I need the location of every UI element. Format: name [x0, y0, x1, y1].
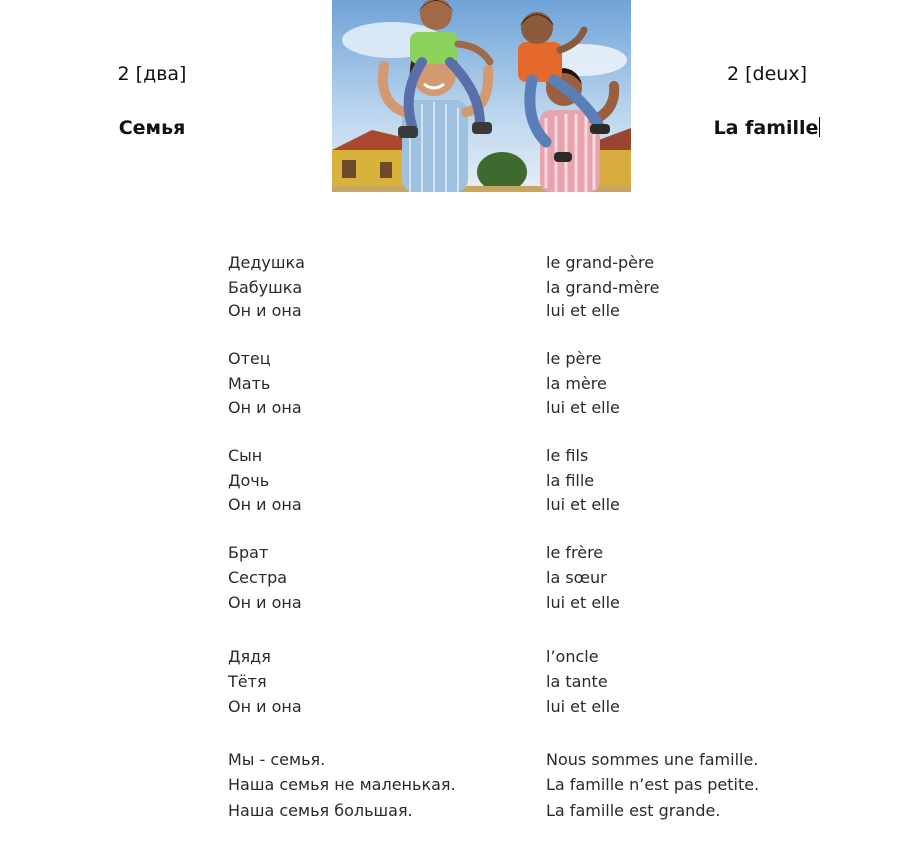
vocab-russian: Дедушка	[228, 253, 305, 272]
vocab-russian: Отец	[228, 349, 271, 368]
vocab-russian: Он и она	[228, 398, 302, 417]
vocab-russian: Дядя	[228, 647, 271, 666]
lesson-number-russian: 2 [два]	[117, 63, 187, 85]
vocab-russian: Наша семья большая.	[228, 801, 413, 820]
vocab-french: lui et elle	[546, 495, 620, 514]
boy-shoe	[590, 124, 610, 134]
house-window	[380, 162, 392, 178]
lesson-number-french: 2 [deux]	[727, 63, 807, 85]
vocab-russian: Он и она	[228, 301, 302, 320]
girl-shoe	[472, 122, 492, 134]
vocab-french: lui et elle	[546, 301, 620, 320]
header-russian	[96, 60, 208, 142]
lesson-title-russian: Семья	[118, 117, 186, 139]
vocab-russian: Сестра	[228, 568, 288, 587]
vocab-russian: Сын	[228, 446, 263, 465]
lesson-title-french-text: La famille	[713, 117, 819, 139]
vocab-russian: Наша семья не маленькая.	[228, 775, 456, 794]
boy-head	[521, 12, 553, 44]
vocab-russian: Дочь	[228, 471, 270, 490]
vocab-russian: Тётя	[228, 672, 267, 691]
vocab-french: la sœur	[546, 568, 607, 587]
vocab-french: lui et elle	[546, 593, 620, 612]
vocab-french: lui et elle	[546, 398, 620, 417]
vocab-french: le grand-père	[546, 253, 655, 272]
boy-shoe	[554, 152, 572, 162]
text-cursor	[819, 117, 820, 137]
vocab-french: le fils	[546, 446, 589, 465]
house-window	[342, 160, 356, 178]
vocab-french: la fille	[546, 471, 595, 490]
vocab-russian: Брат	[228, 543, 269, 562]
vocab-russian: Он и она	[228, 495, 302, 514]
vocab-french: l’oncle	[546, 647, 599, 666]
vocab-russian: Мы - семья.	[228, 750, 326, 769]
girl-shoe	[398, 126, 418, 138]
vocab-french: la mère	[546, 374, 607, 393]
lesson-title-french	[706, 114, 828, 142]
vocab-russian: Мать	[228, 374, 271, 393]
vocab-french: la tante	[546, 672, 608, 691]
vocab-russian: Он и она	[228, 697, 302, 716]
vocab-russian: Бабушка	[228, 278, 303, 297]
header-french	[706, 60, 828, 142]
vocab-russian: Он и она	[228, 593, 302, 612]
vocab-french: La famille n’est pas petite.	[546, 775, 760, 794]
vocab-french: le frère	[546, 543, 604, 562]
family-photo	[332, 0, 631, 192]
vocab-french: la grand-mère	[546, 278, 660, 297]
vocab-french: lui et elle	[546, 697, 620, 716]
vocab-french: Nous sommes une famille.	[546, 750, 759, 769]
vocab-french: le père	[546, 349, 602, 368]
vocab-french: La famille est grande.	[546, 801, 721, 820]
